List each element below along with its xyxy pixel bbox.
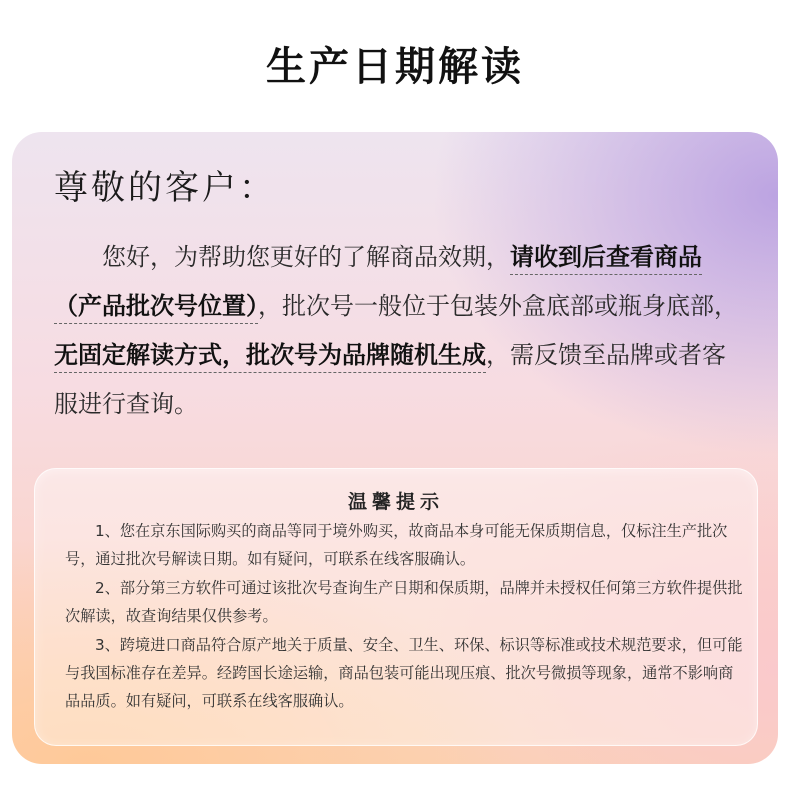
greeting-heading: 尊敬的客户： (54, 168, 276, 208)
tip-item: 3、跨境进口商品符合原产地关于质量、安全、卫生、环保、标识等标准或技术规范要求，但可能与我国标准存在差异。经跨国长途运输，商品包装可能出现压痕、批次号微损等现象，通常不影响商品品质。如有疑问，可联系在线客服确认。 (65, 635, 743, 711)
paragraph-text-3: ，需反馈至品牌或者客服进行查询。 (54, 341, 726, 418)
paragraph-highlight-2: 无固定解读方式，批次号为品牌随机生成 (54, 341, 486, 373)
tips-title: 温馨提示 (347, 491, 444, 513)
paragraph-text-1: 您好，为帮助您更好的了解商品效期， (102, 243, 510, 271)
notice-card (12, 132, 778, 764)
paragraph-highlight-1: 请收到后查看商品（产品批次号位置） (54, 243, 702, 324)
tips-list (65, 517, 745, 716)
tip-item: 2、部分第三方软件可通过该批次号查询生产日期和保质期，品牌并未授权任何第三方软件提供批次解读，故查询结果仅供参考。 (65, 578, 743, 626)
paragraph-text-2: ，批次号一般位于包装外盒底部或瓶身底部， (258, 292, 738, 320)
tip-item: 1、您在京东国际购买的商品等同于境外购买，故商品本身可能无保质期信息，仅标注生产批次号，通过批次号解读日期。如有疑问，可联系在线客服确认。 (65, 522, 728, 569)
tips-box (34, 468, 758, 746)
page-title: 生产日期解读 (266, 44, 524, 90)
notice-paragraph (54, 233, 744, 429)
